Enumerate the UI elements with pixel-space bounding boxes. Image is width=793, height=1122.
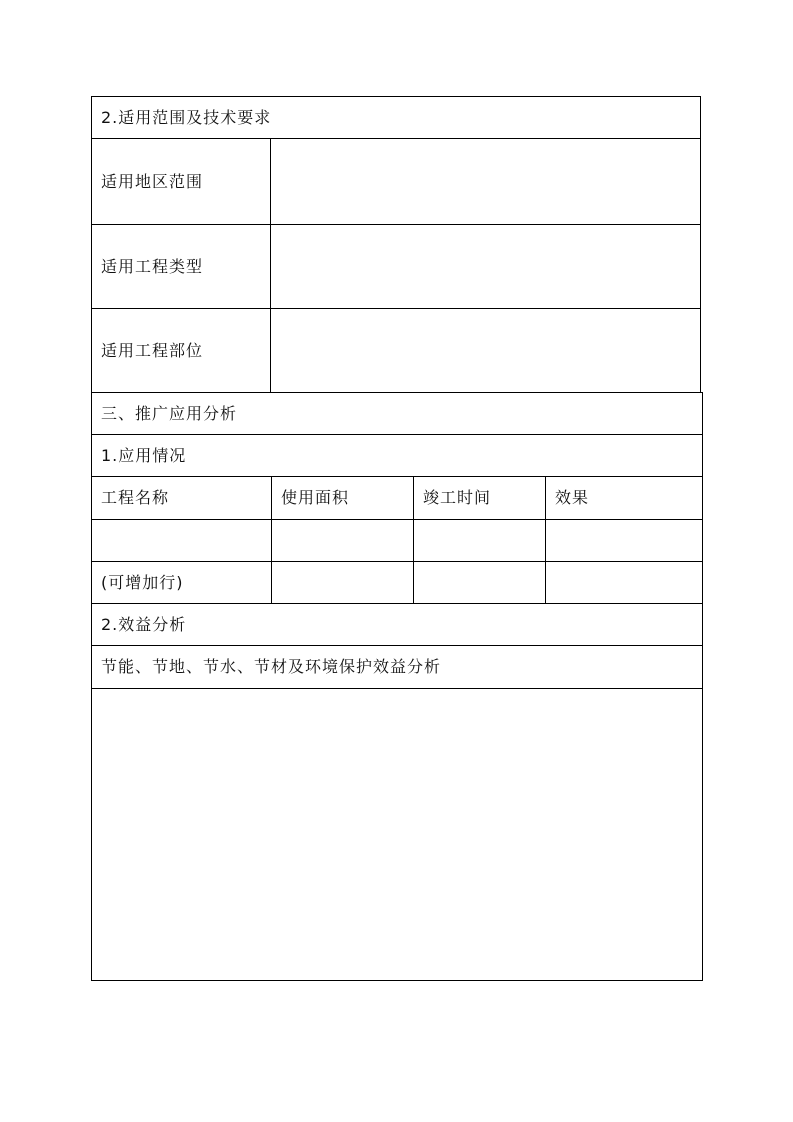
region-label: 适用地区范围	[101, 171, 204, 191]
project-part-label: 适用工程部位	[101, 340, 204, 360]
table-row-1-effect[interactable]	[545, 519, 703, 562]
scope-heading-cell	[91, 96, 701, 139]
scope-heading: 2.适用范围及技术要求	[101, 107, 272, 127]
benefit-heading: 2.效益分析	[101, 614, 187, 634]
col-header-completion-time	[413, 476, 546, 520]
project-type-value-cell[interactable]	[270, 224, 701, 309]
project-part-label-cell	[91, 308, 271, 393]
table-row-1-completion-time[interactable]	[413, 519, 546, 562]
table-row-2-project-name[interactable]	[91, 561, 272, 604]
table-row-2-effect[interactable]	[545, 561, 703, 604]
project-part-value-cell[interactable]	[270, 308, 701, 393]
col-header-effect-text: 效果	[555, 488, 590, 507]
benefit-content-cell[interactable]	[91, 688, 703, 981]
benefit-subheading-cell	[91, 645, 703, 689]
project-type-label-cell	[91, 224, 271, 309]
application-heading-cell	[91, 434, 703, 477]
col-header-effect	[545, 476, 703, 520]
benefit-heading-cell	[91, 603, 703, 646]
project-type-label: 适用工程类型	[101, 256, 204, 276]
table-row-2-area[interactable]	[271, 561, 414, 604]
region-value-cell[interactable]	[270, 138, 701, 225]
region-label-cell	[91, 138, 271, 225]
col-header-completion-time-text: 竣工时间	[423, 488, 492, 507]
col-header-project-name	[91, 476, 272, 520]
table-row-2-completion-time[interactable]	[413, 561, 546, 604]
col-header-area-text: 使用面积	[281, 488, 350, 507]
col-header-project-name-text: 工程名称	[101, 488, 170, 507]
table-row-2-project-name-text: (可增加行)	[101, 572, 184, 592]
section3-heading: 三、推广应用分析	[101, 403, 238, 423]
table-row-1-project-name[interactable]	[91, 519, 272, 562]
benefit-subheading: 节能、节地、节水、节材及环境保护效益分析	[101, 657, 442, 676]
section3-heading-cell	[91, 392, 703, 435]
col-header-area	[271, 476, 414, 520]
application-heading: 1.应用情况	[101, 445, 187, 465]
table-row-1-area[interactable]	[271, 519, 414, 562]
